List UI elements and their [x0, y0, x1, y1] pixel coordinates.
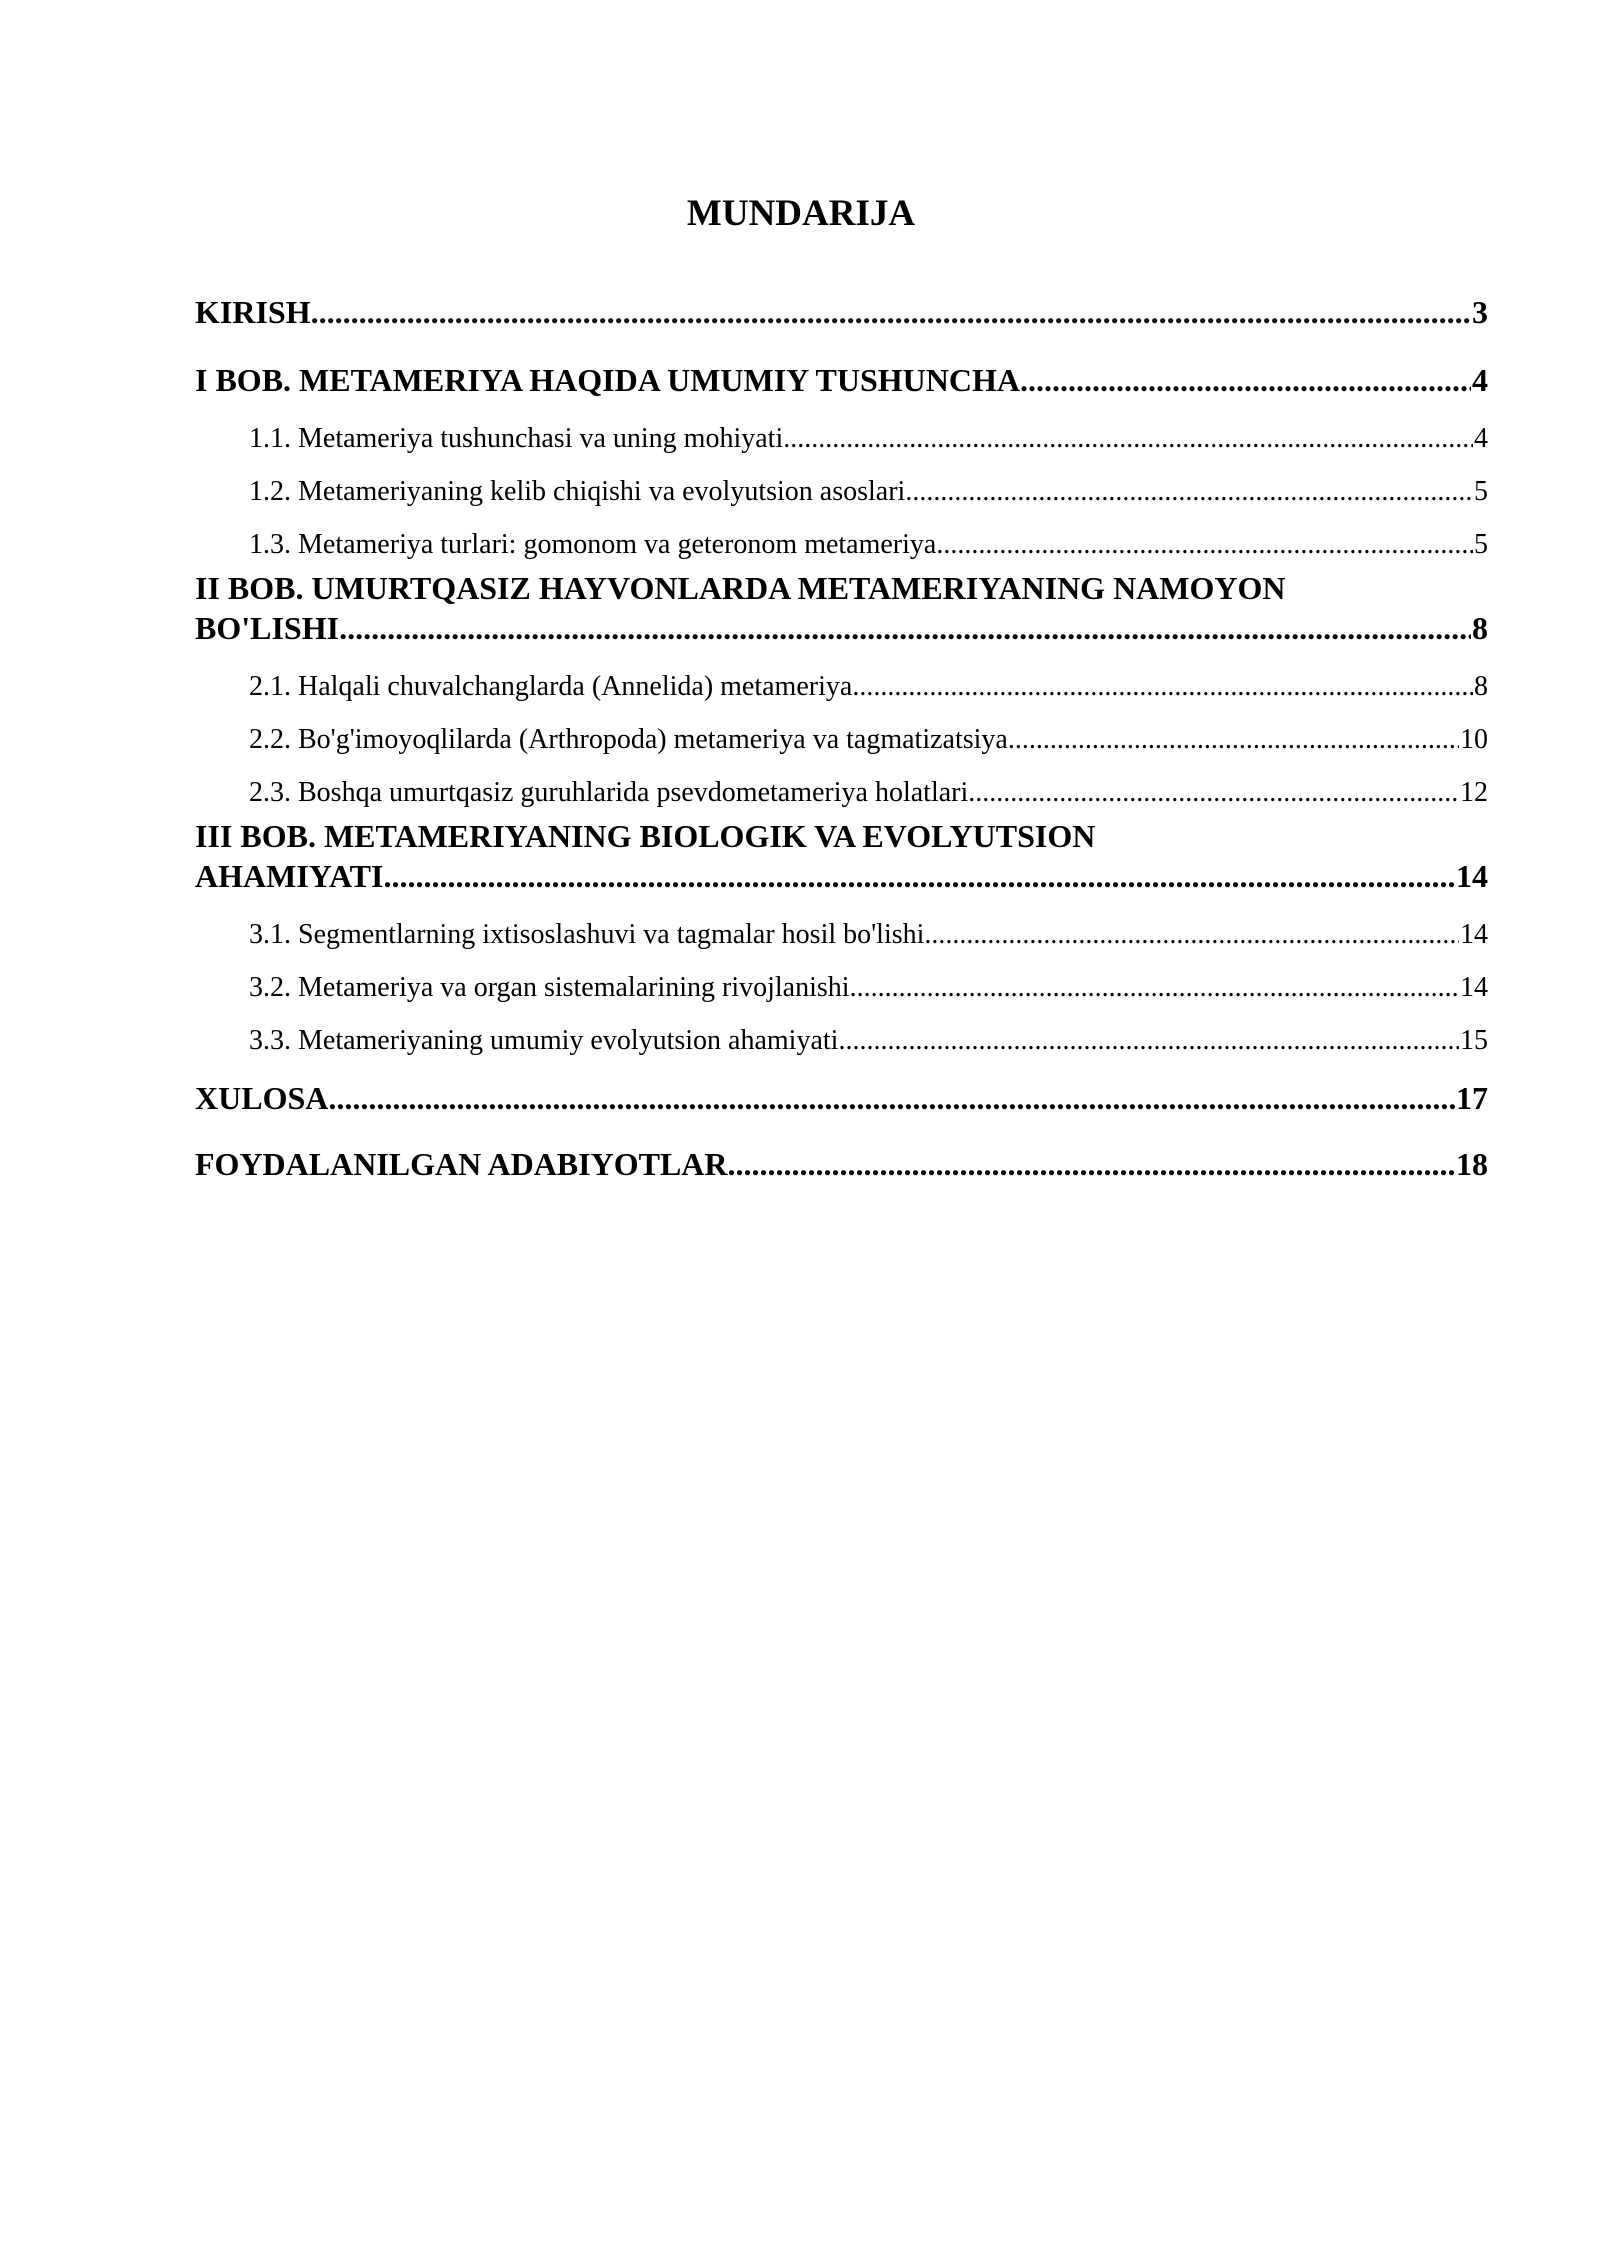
- toc-page-number: 14: [1460, 919, 1488, 950]
- toc-entry-label: KIRISH: [195, 294, 311, 330]
- toc-entry-section-1-1[interactable]: [195, 422, 1488, 456]
- dot-leader: [1008, 723, 1459, 757]
- toc-entry-section-2-2[interactable]: [195, 723, 1488, 757]
- toc-entry-label: 1.2. Metameriyaning kelib chiqishi va evolyutsion asoslari: [249, 476, 906, 507]
- toc-entry-label: XULOSA: [195, 1080, 329, 1116]
- toc-page-number: 5: [1474, 476, 1488, 507]
- dot-leader: [383, 856, 1455, 896]
- toc-page-number: 14: [1460, 972, 1488, 1003]
- toc-entry-section-3-1[interactable]: [195, 918, 1488, 952]
- dot-leader: [968, 776, 1459, 810]
- toc-entry-chapter-3-line-1[interactable]: III BOB. METAMERIYANING BIOLOGIK VA EVOLYUTSION: [195, 818, 1096, 854]
- toc-entry-section-2-1[interactable]: [195, 670, 1488, 704]
- toc-page-number: 12: [1460, 777, 1488, 808]
- toc-entry-label: 3.2. Metameriya va organ sistemalarining rivojlanishi: [249, 972, 850, 1003]
- toc-entry-kirish[interactable]: [195, 292, 1488, 332]
- toc-entry-section-2-3[interactable]: [195, 776, 1488, 810]
- toc-page-number: 17: [1456, 1080, 1488, 1116]
- toc-entry-section-1-2[interactable]: [195, 475, 1488, 509]
- toc-entry-label: AHAMIYATI: [195, 858, 384, 894]
- dot-leader: [924, 918, 1459, 952]
- page-title: MUNDARIJA: [686, 193, 916, 234]
- toc-page-number: 4: [1472, 362, 1488, 398]
- dot-leader: [339, 608, 1471, 648]
- dot-leader: [850, 971, 1459, 1005]
- toc-entry-label: I BOB. METAMERIYA HAQIDA UMUMIY TUSHUNCHA: [195, 362, 1020, 398]
- toc-entry-section-1-3[interactable]: [195, 528, 1488, 562]
- toc-entry-chapter-1[interactable]: [195, 360, 1488, 400]
- toc-entry-label: BO'LISHI: [195, 610, 340, 646]
- toc-page-number: 4: [1474, 423, 1488, 454]
- dot-leader: [838, 1024, 1459, 1058]
- dot-leader: [852, 670, 1473, 704]
- toc-entry-section-3-2[interactable]: [195, 971, 1488, 1005]
- dot-leader: [905, 475, 1473, 509]
- toc-entry-xulosa[interactable]: [195, 1078, 1488, 1118]
- toc-entry-section-3-3[interactable]: [195, 1024, 1488, 1058]
- toc-entry-label: 1.3. Metameriya turlari: gomonom va geteronom metameriya: [249, 529, 937, 560]
- toc-entry-label: 2.1. Halqali chuvalchanglarda (Annelida) metameriya: [249, 671, 853, 702]
- toc-page-number: 3: [1472, 294, 1488, 330]
- toc-entry-chapter-2[interactable]: [195, 608, 1488, 648]
- dot-leader: [311, 292, 1471, 332]
- toc-page-number: 10: [1460, 724, 1488, 755]
- toc-entry-references[interactable]: [195, 1144, 1488, 1184]
- toc-page-number: 14: [1456, 858, 1488, 894]
- toc-entry-label: 2.3. Boshqa umurtqasiz guruhlarida psevdometameriya holatlari: [249, 777, 969, 808]
- toc-entry-label: 3.3. Metameriyaning umumiy evolyutsion ahamiyati: [249, 1025, 839, 1056]
- toc-entry-chapter-2-line-1[interactable]: II BOB. UMURTQASIZ HAYVONLARDA METAMERIYANING NAMOYON: [195, 570, 1286, 606]
- dot-leader: [328, 1078, 1455, 1118]
- toc-entry-label: 3.1. Segmentlarning ixtisoslashuvi va tagmalar hosil bo'lishi: [249, 919, 925, 950]
- toc-entry-chapter-3[interactable]: [195, 856, 1488, 896]
- dot-leader: [783, 422, 1473, 456]
- toc-entry-label: 1.1. Metameriya tushunchasi va uning mohiyati: [249, 423, 784, 454]
- toc-page-number: 15: [1460, 1025, 1488, 1056]
- table-of-contents: [195, 292, 1488, 1184]
- toc-page-number: 5: [1474, 529, 1488, 560]
- toc-entry-label: 2.2. Bo'g'imoyoqlilarda (Arthropoda) metameriya va tagmatizatsiya: [249, 724, 1008, 755]
- toc-page-number: 8: [1474, 671, 1488, 702]
- toc-page-number: 8: [1472, 610, 1488, 646]
- dot-leader: [728, 1144, 1456, 1184]
- dot-leader: [936, 528, 1473, 562]
- toc-entry-label: FOYDALANILGAN ADABIYOTLAR: [195, 1146, 728, 1182]
- dot-leader: [1020, 360, 1471, 400]
- toc-page-number: 18: [1456, 1146, 1488, 1182]
